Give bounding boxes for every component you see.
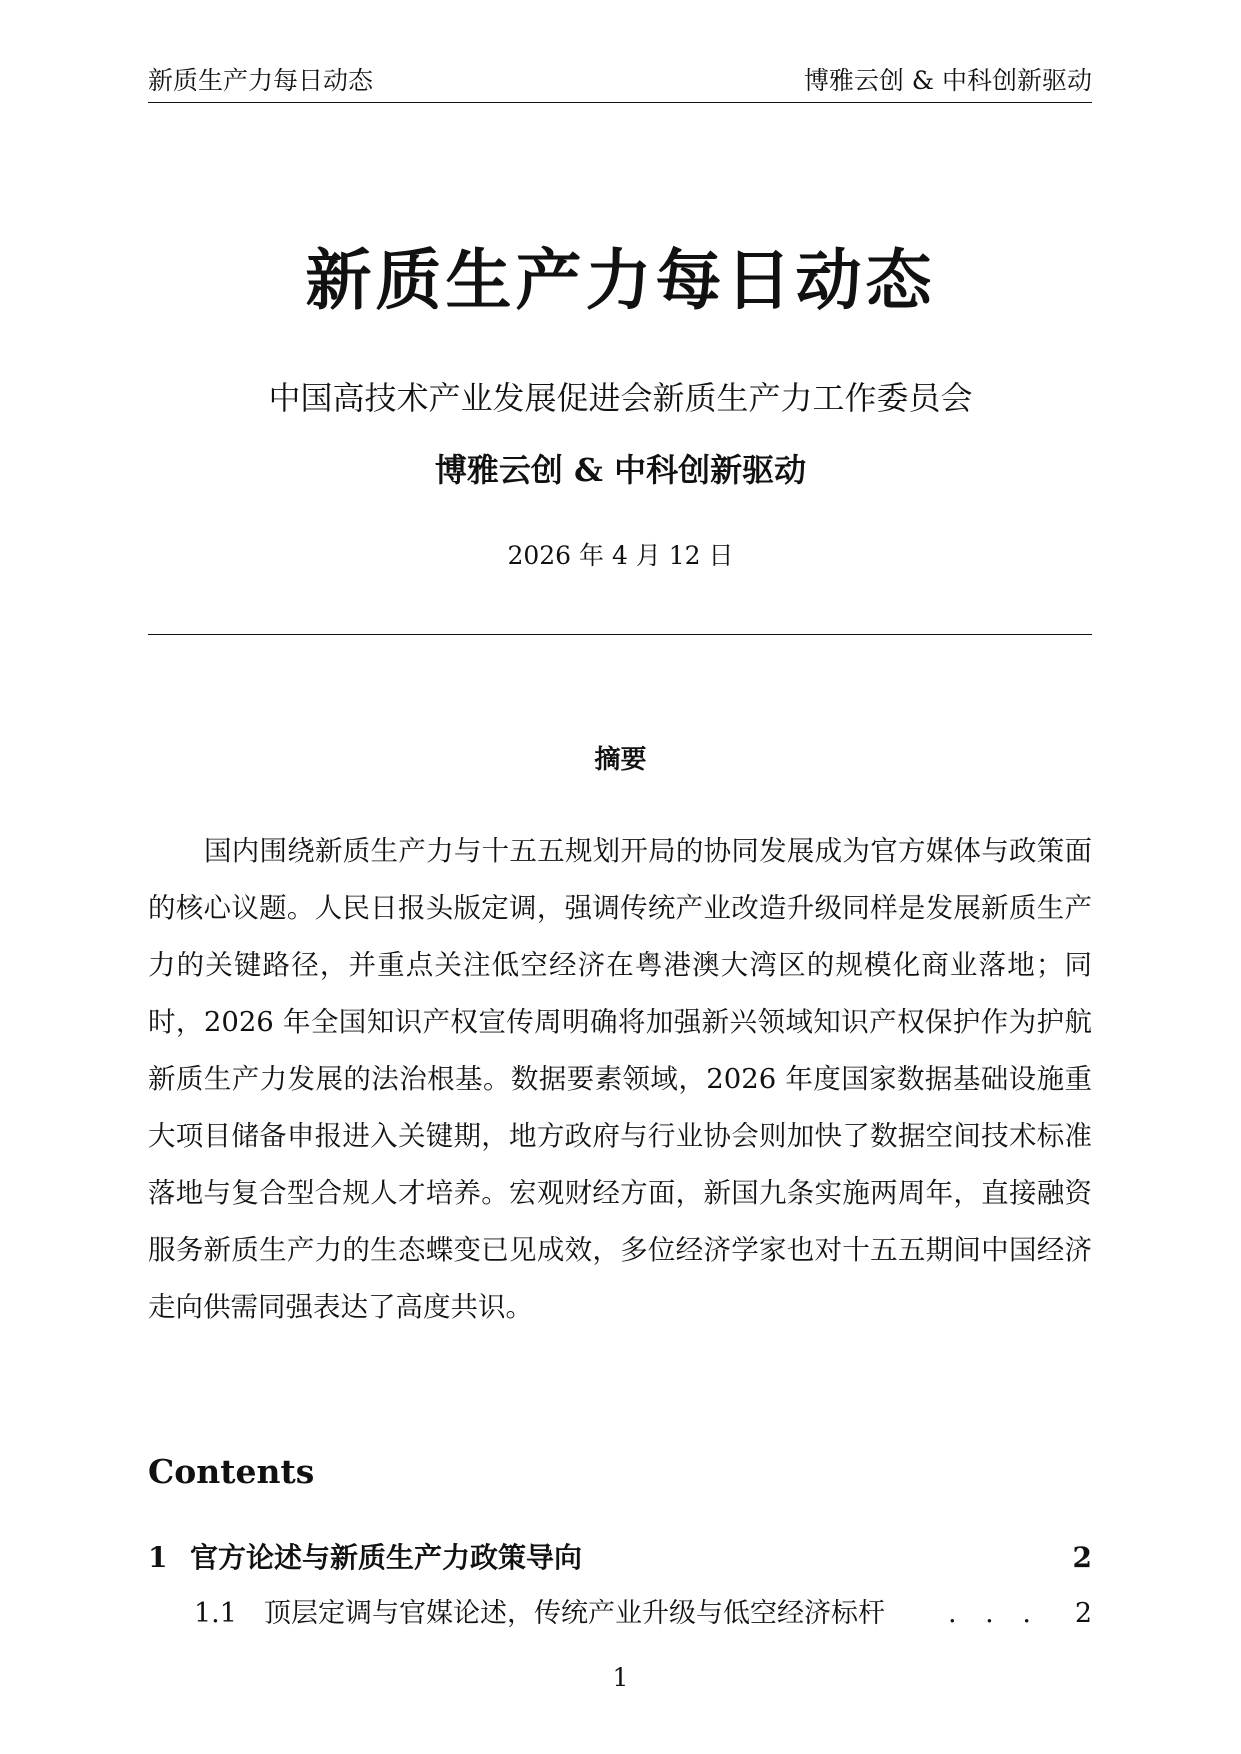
document-title: 新质生产力每日动态 <box>305 241 936 319</box>
document-authors: 博雅云创 & 中科创新驱动 <box>434 451 807 489</box>
toc-entry-section-1[interactable] <box>148 1538 1092 1578</box>
toc-entry-page[interactable]: 2 <box>1072 1541 1092 1574</box>
title-divider <box>148 634 1092 635</box>
toc-entry-leader-dots: . . . <box>948 1598 1041 1629</box>
document-subtitle: 中国高技术产业发展促进会新质生产力工作委员会 <box>268 379 973 417</box>
toc-entry-title[interactable]: 官方论述与新质生产力政策导向 <box>190 1541 583 1574</box>
running-header <box>148 62 1092 103</box>
running-header-right: 博雅云创 & 中科创新驱动 <box>803 66 1092 95</box>
toc-entry-section-1-1[interactable] <box>148 1594 1092 1634</box>
toc-entry-page[interactable]: 2 <box>1074 1598 1092 1629</box>
document-date: 2026 年 4 月 12 日 <box>507 541 734 570</box>
toc-entry-number: 1.1 <box>194 1598 237 1629</box>
contents-heading: Contents <box>148 1452 315 1491</box>
toc-entry-title[interactable]: 顶层定调与官媒论述，传统产业升级与低空经济标杆 <box>264 1598 885 1629</box>
toc-entry-number: 1 <box>148 1541 168 1574</box>
page-number: 1 <box>612 1663 629 1692</box>
abstract-body: 国内围绕新质生产力与十五五规划开局的协同发展成为官方媒体与政策面的核心议题。人民日报头版定调，强调传统产业改造升级同样是发展新质生产力的关键路径，并重点关注低空经济在粤港澳大湾区的规模化商业落地；同时，2026 年全国知识产权宣传周明确将加强新兴领域知识产权保护作为护航新质生产力发展的法治根基。数据要素领域，2026 年度国家数据基础设施重大项目储备申报进入关键期，地方政府与行业协会则加快了数据空间技术标准落地与复合型合规人才培养。宏观财经方面，新国九条实施两周年，直接融资服务新质生产力的生态蝶变已见成效，多位经济学家也对十五五期间中国经济走向供需同强表达了高度共识。 <box>148 835 1092 1323</box>
abstract-heading: 摘要 <box>594 745 647 775</box>
running-header-left: 新质生产力每日动态 <box>148 66 374 95</box>
